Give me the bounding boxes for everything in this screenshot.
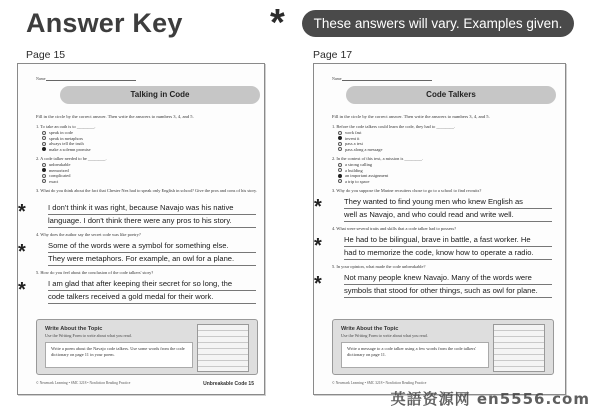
- write-about-topic-box: [332, 319, 554, 375]
- question-2: 2. A code talker needed to be ________.: [36, 156, 107, 161]
- filled-bubble-icon: [42, 147, 46, 151]
- question-4: 4. What were several traits and skills that a code talker had to possess?: [332, 226, 457, 231]
- answer-4: [344, 234, 552, 260]
- bubble-icon: [338, 179, 342, 183]
- answer-5: [344, 272, 552, 298]
- question-3: 3. What do you think about the fact that Chester Nez had to speak only English in school? Give the pros and cons of his story.: [36, 188, 257, 193]
- question-1: 1. To take an oath is to ________.: [36, 124, 96, 129]
- answer-3: [344, 196, 552, 222]
- topic-prompt: Write a poem about the Navajo code talkers. Use some words from the code dictionary on page 11 in your poem.: [45, 342, 193, 368]
- topic-title: Write About the Topic: [45, 326, 103, 332]
- write-about-topic-box: [36, 319, 258, 375]
- answer-line: Some of the words were a symbol for something else.: [48, 240, 256, 253]
- answer-line: He had to be bilingual, brave in battle, a fast worker. He: [344, 234, 552, 247]
- option: a trip to space: [338, 179, 370, 185]
- answer-line: They were metaphors. For example, an owl for a plane.: [48, 253, 256, 266]
- answer-key-title: Answer Key: [26, 8, 183, 38]
- topic-prompt: Write a message to a code talker using a few words from the code talkers' dictionary on page 11.: [341, 342, 489, 368]
- answer-line: well as Navajo, and who could read and write well.: [344, 209, 552, 222]
- worksheet-banner: Talking in Code: [60, 86, 260, 104]
- name-rule: [342, 80, 432, 81]
- option: work fast: [338, 130, 361, 136]
- notebook-icon: [493, 324, 545, 372]
- bubble-icon: [42, 179, 46, 183]
- worksheet-page-17: [313, 63, 566, 395]
- page-footer: © Newmark Learning • SMC 3218 • Nonfiction Reading Practice: [36, 381, 131, 385]
- option-selected: memorized: [42, 168, 69, 174]
- notebook-icon: [197, 324, 249, 372]
- filled-bubble-icon: [338, 174, 342, 178]
- answer-line: I don't think it was right, because Navajo was his native: [48, 202, 256, 215]
- option: exact: [42, 179, 58, 185]
- bubble-icon: [338, 131, 342, 135]
- option: a strong calling: [338, 162, 372, 168]
- option: complicated: [42, 173, 70, 179]
- bubble-icon: [338, 168, 342, 172]
- option-selected: an important assignment: [338, 173, 388, 179]
- answer-line: language. I don't think there were any pros to his story.: [48, 215, 256, 228]
- answer-3: [48, 202, 256, 228]
- bubble-icon: [338, 142, 342, 146]
- site-watermark: 英語资源网 en5556.com: [390, 390, 590, 408]
- worksheet-banner: Code Talkers: [346, 86, 556, 104]
- option: unbreakable: [42, 162, 70, 168]
- asterisk-icon: *: [270, 2, 285, 44]
- asterisk-icon: *: [18, 241, 26, 263]
- asterisk-icon: *: [314, 235, 322, 257]
- answer-line: Not many people knew Navajo. Many of the words were: [344, 272, 552, 285]
- asterisk-icon: *: [314, 196, 322, 218]
- answer-line: They wanted to find young men who knew English as: [344, 196, 552, 209]
- bubble-icon: [42, 174, 46, 178]
- question-1: 1. Before the code talkers could learn the code, they had to ________.: [332, 124, 456, 129]
- answer-line: I am glad that after keeping their secret for so long, the: [48, 278, 256, 291]
- filled-bubble-icon: [338, 136, 342, 140]
- bubble-icon: [42, 131, 46, 135]
- name-rule: [46, 80, 136, 81]
- name-label: Name: [332, 76, 342, 81]
- page-label-right: Page 17: [313, 49, 353, 61]
- option: pass along a message: [338, 147, 382, 153]
- topic-subtitle: Use the Writing Form to write about what you read.: [45, 333, 132, 338]
- option: speak in metaphors: [42, 136, 83, 142]
- bubble-icon: [338, 147, 342, 151]
- bubble-icon: [338, 163, 342, 167]
- option: pass a test: [338, 141, 363, 147]
- answer-line: code talkers received a gold medal for their work.: [48, 291, 256, 304]
- topic-title: Write About the Topic: [341, 326, 399, 332]
- directions: Fill in the circle by the correct answer. Then write the answers to numbers 3, 4, and 5.: [332, 114, 490, 119]
- question-2: 2. In the context of this text, a mission is ________.: [332, 156, 424, 161]
- page-footer: © Newmark Learning • SMC 3218 • Nonfiction Reading Practice: [332, 381, 427, 385]
- page-number: Unbreakable Code 15: [203, 381, 254, 387]
- question-5: 5. How do you feel about the conclusion of the code talkers' story?: [36, 270, 154, 275]
- variation-note: These answers will vary. Examples given.: [302, 10, 574, 37]
- topic-subtitle: Use the Writing Form to write about what you read.: [341, 333, 428, 338]
- answer-4: [48, 240, 256, 266]
- answer-5: [48, 278, 256, 304]
- worksheet-page-15: [17, 63, 265, 395]
- asterisk-icon: *: [314, 273, 322, 295]
- filled-bubble-icon: [42, 168, 46, 172]
- option-selected: make a solemn promise: [42, 147, 91, 153]
- asterisk-icon: *: [18, 201, 26, 223]
- question-3: 3. Why do you suppose the Marine recruiters chose to go to a school to find recruits?: [332, 188, 482, 193]
- question-4: 4. Why does the author say the secret code was like poetry?: [36, 232, 141, 237]
- directions: Fill in the circle by the correct answer. Then write the answers to numbers 3, 4, and 5.: [36, 114, 194, 119]
- answer-line: had to memorize the code, know how to operate a radio.: [344, 247, 552, 260]
- option: always tell the truth: [42, 141, 84, 147]
- bubble-icon: [42, 163, 46, 167]
- name-label: Name: [36, 76, 46, 81]
- page-label-left: Page 15: [26, 49, 66, 61]
- bubble-icon: [42, 136, 46, 140]
- bubble-icon: [42, 142, 46, 146]
- answer-line: symbols that stood for other things, such as owl for plane.: [344, 285, 552, 298]
- asterisk-icon: *: [18, 279, 26, 301]
- option: speak in code: [42, 130, 73, 136]
- option: a building: [338, 168, 363, 174]
- question-5: 5. In your opinion, what made the code unbreakable?: [332, 264, 426, 269]
- option-selected: invent it: [338, 136, 360, 142]
